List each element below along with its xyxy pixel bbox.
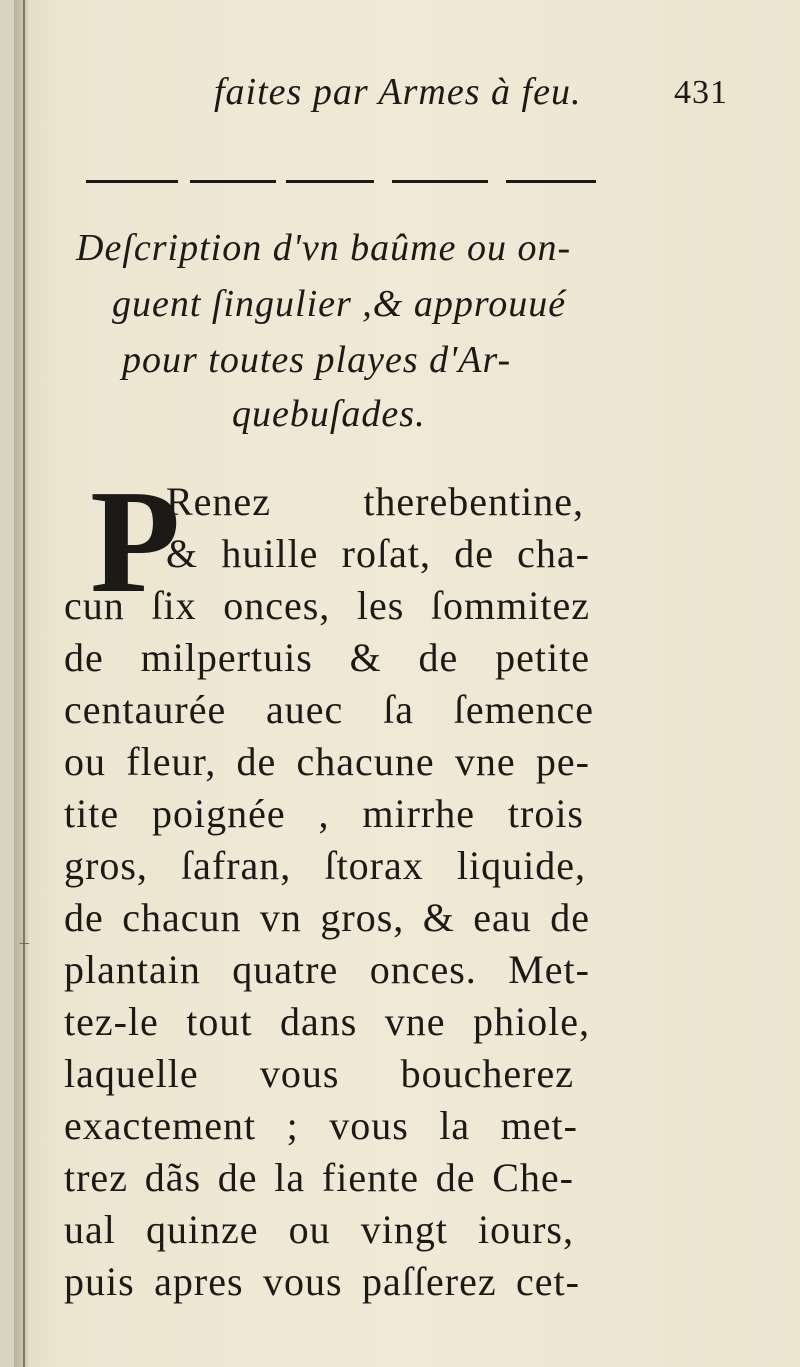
section-rule [86, 178, 596, 186]
body-line-14: trez dãs de la fiente de Che- [64, 1155, 574, 1200]
body-line-9: de chacun vn gros, & eau de [64, 895, 590, 940]
body-line-1: Renez therebentine, [166, 479, 584, 524]
body-line-7: tite poignée , mirrhe trois [64, 791, 584, 836]
body-line-10: plantain quatre onces. Met- [64, 947, 590, 992]
heading-line-3: pour toutes playes d'Ar- [122, 339, 512, 381]
margin-mark: – [20, 932, 29, 952]
body-line-16: puis apres vous paſſerez cet- [64, 1259, 580, 1304]
body-line-12: laquelle vous boucherez [64, 1051, 574, 1096]
binding-shadow [14, 0, 28, 1367]
body-line-8: gros, ſafran, ſtorax liquide, [64, 843, 586, 888]
body-line-13: exactement ; vous la met- [64, 1103, 578, 1148]
heading-line-2: guent ſingulier ,& approuué [112, 283, 567, 325]
page-number: 431 [674, 74, 728, 111]
gutter-line [23, 0, 25, 1367]
heading-line-4: quebuſades. [232, 393, 426, 435]
drop-capital: P [90, 460, 181, 624]
body-line-4: de milpertuis & de petite [64, 635, 590, 680]
body-line-6: ou fleur, de chacune vne pe- [64, 739, 590, 784]
book-page [14, 0, 800, 1367]
body-line-15: ual quinze ou vingt iours, [64, 1207, 574, 1252]
heading-line-1: Deſcription d'vn baûme ou on- [76, 227, 572, 269]
body-line-3: cun ſix onces, les ſommitez [64, 583, 590, 628]
body-line-5: centaurée auec ſa ſemence [64, 687, 594, 732]
running-head-title: faites par Armes à feu. [214, 71, 582, 113]
body-line-2: & huille roſat, de cha- [166, 531, 590, 576]
body-line-11: tez-le tout dans vne phiole, [64, 999, 590, 1044]
